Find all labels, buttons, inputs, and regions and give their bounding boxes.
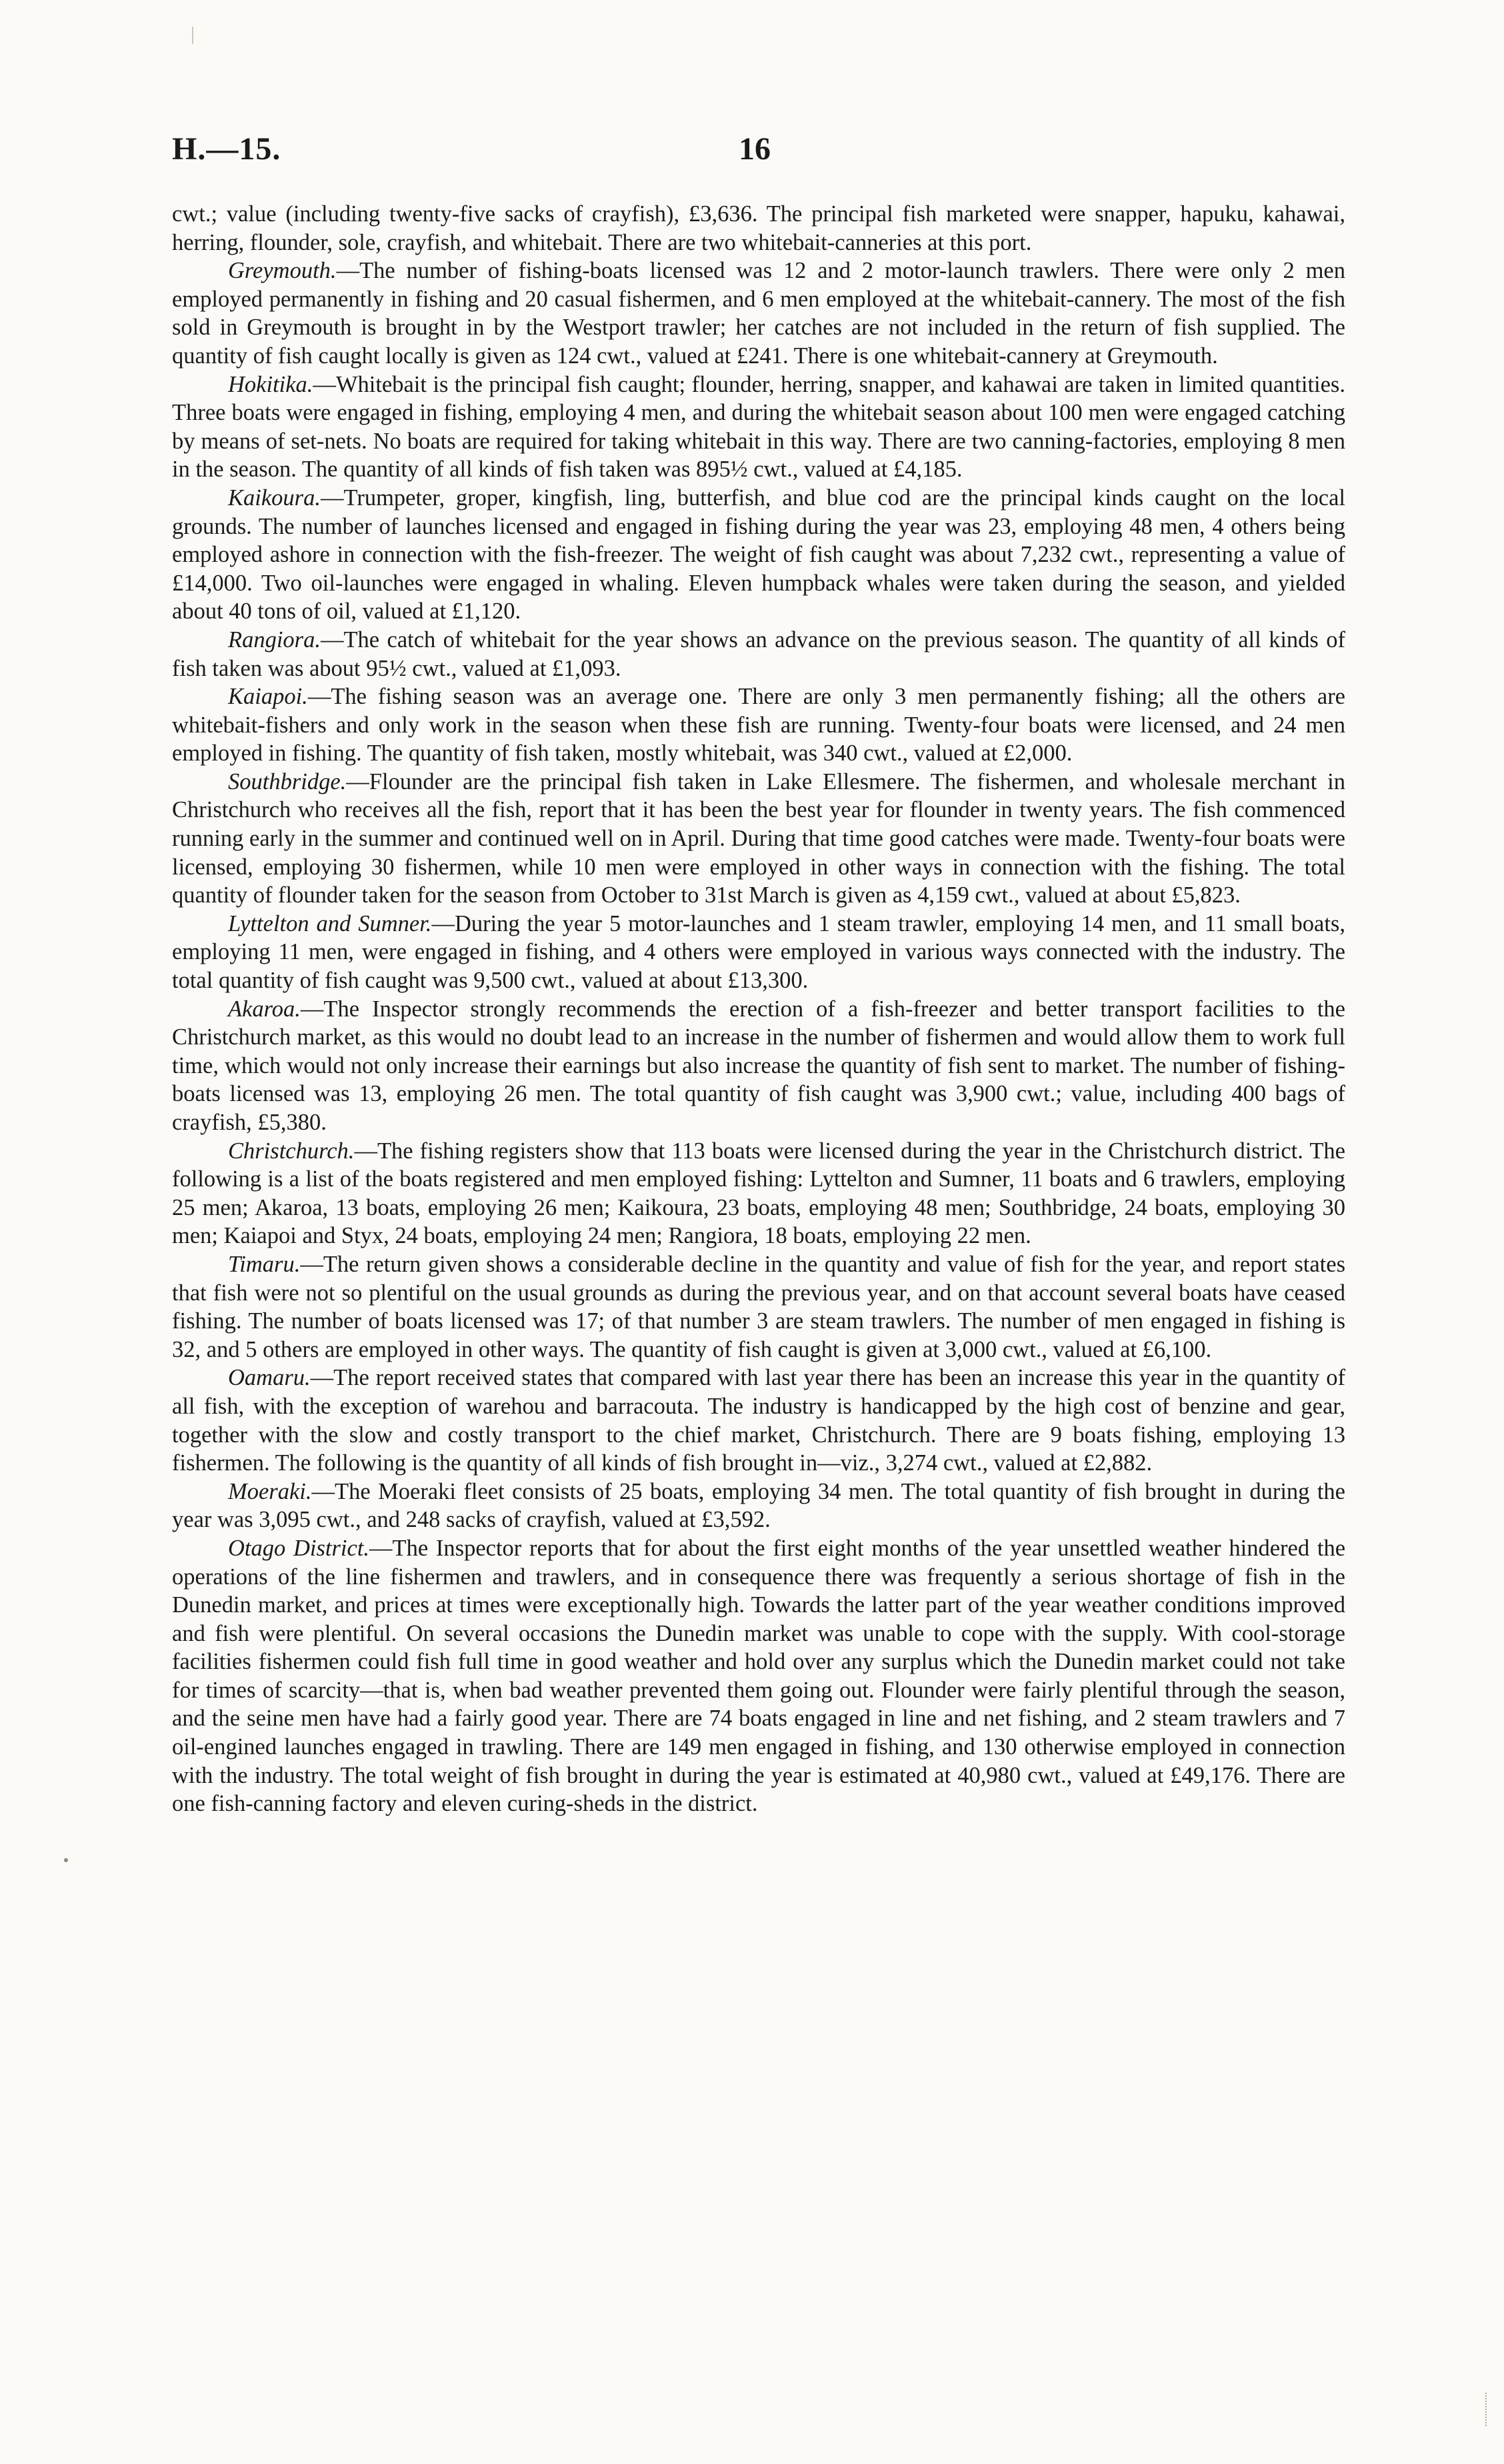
place-heading: Oamaru. [228,1365,311,1391]
scan-edge-mark [1485,2393,1489,2426]
paragraph-text: —The Inspector reports that for about the first eight months of the year unsettled weather hindered the operations of the line fishermen and trawlers, and in consequence there was frequently a serious shortage of fish in the Dunedin market, and prices at times were exceptionally high. Towards the latter part of the year weather conditions improved and fish were plentiful. On several occasions the Dunedin market was unable to cope with the supply. With cool-storage facilities fishermen could fish full time in good weather and hold over any surplus which the Dunedin market could not take for times of scarcity—that is, when bad weather prevented them going out. Flounder were fairly plentiful through the season, and the seine men have had a fairly good year. There are 74 boats engaged in line and net fishing, and 2 steam trawlers and 7 oil-engined launches engaged in trawling. There are 149 men engaged in fishing, and 130 otherwise employed in connection with the industry. The total weight of fish brought in during the year is estimated at 40,980 cwt., valued at £49,176. There are one fish-canning factory and eleven curing-sheds in the district. [172,1535,1346,1817]
paragraph-text: —During the year 5 motor-launches and 1 steam trawler, employing 14 men, and 11 small boats, employing 11 men, were engaged in fishing, and 4 others were employed in various ways connected with the industry. The total quantity of fish caught was 9,500 cwt., valued at about £13,300. [172,910,1345,994]
paragraph-lyttelton-sumner [172,910,1345,995]
paragraph-text: —The number of fishing-boats licensed was 12 and 2 motor-launch trawlers. There were only 2 men employed permanently in fishing and 20 casual fishermen, and 6 men employed at the whitebait-cannery. The most of the fish sold in Greymouth is brought in by the Westport trawler; her catches are not included in the return of fish supplied. The quantity of fish caught locally is given as 124 cwt., valued at £241. There is one whitebait-cannery at Greymouth. [172,258,1345,369]
paragraph-otago-district [172,1534,1345,1818]
paragraph-text: —Whitebait is the principal fish caught; flounder, herring, snapper, and kahawai are taken in limited quantities. Three boats were engaged in fishing, employing 4 men, and during the whitebait season about 100 men were engaged catching by means of set-nets. No boats are required for taking whitebait in this way. There are two canning-factories, employing 8 men in the season. The quantity of all kinds of fish taken was 895½ cwt., valued at £4,185. [172,371,1345,483]
place-heading: Lyttelton and Sumner. [228,910,432,936]
paragraph-greymouth [172,257,1345,370]
paragraph-text: —The Inspector strongly recommends the erection of a fish-freezer and better transport facilities to the Christchurch market, as this would no doubt lead to an increase in the number of fishermen and would allow them to work full time, which would not only increase their earnings but also increase the quantity of fish sent to market. The number of fishing-boats licensed was 13, employing 26 men. The total quantity of fish caught was 3,900 cwt.; value, including 400 bags of crayfish, £5,380. [172,996,1345,1135]
page-number: 16 [739,131,771,167]
paragraph-kaikoura [172,484,1345,626]
report-body [172,200,1345,1818]
place-heading: Kaiapoi. [228,684,308,710]
place-heading: Greymouth. [228,258,337,284]
paragraph-moeraki [172,1478,1345,1534]
place-heading: Kaikoura. [228,485,321,511]
paragraph-text: —Trumpeter, groper, kingfish, ling, butterfish, and blue cod are the principal kinds caught on the local grounds. The number of launches licensed and engaged in fishing during the year was 23, employing 48 men, 4 others being employed ashore in connection with the fish-freezer. The weight of fish caught was about 7,232 cwt., representing a value of £14,000. Two oil-launches were engaged in whaling. Eleven humpback whales were taken during the season, and yielded about 40 tons of oil, valued at £1,120. [172,485,1345,624]
place-heading: Akaroa. [228,996,301,1022]
paragraph-oamaru [172,1364,1345,1477]
paragraph-text: —The Moeraki fleet consists of 25 boats, employing 34 men. The total quantity of fish brought in during the year was 3,095 cwt., and 248 sacks of crayfish, valued at £3,592. [172,1478,1345,1533]
paragraph-text: —The return given shows a considerable decline in the quantity and value of fish for the year, and report states that fish were not so plentiful on the usual grounds as during the previous year, and on that account several boats have ceased fishing. The number of boats licensed was 17; of that number 3 are steam trawlers. The number of men engaged in fishing is 32, and 5 others are employed in other ways. The quantity of fish caught is given at 3,000 cwt., valued at £6,100. [172,1251,1345,1362]
paragraph-southbridge [172,768,1345,910]
scan-mark [192,27,193,44]
paragraph-text: —The report received states that compared with last year there has been an increase this year in the quantity of all fish, with the exception of warehou and barracouta. The industry is handicapped by the high cost of benzine and gear, together with the slow and costly transport to the chief market, Christchurch. There are 9 boats fishing, employing 13 fishermen. The following is the quantity of all kinds of fish brought in—viz., 3,274 cwt., valued at £2,882. [172,1365,1345,1476]
paragraph-christchurch [172,1137,1345,1250]
paragraph-kaiapoi [172,682,1345,768]
place-heading: Moeraki. [228,1478,312,1504]
place-heading: Timaru. [228,1251,301,1277]
place-heading: Southbridge. [228,768,347,794]
paragraph-akaroa [172,995,1345,1137]
paragraph-continuation [172,200,1345,257]
page-header [172,131,1345,177]
paragraph-text: —The fishing season was an average one. There are only 3 men permanently fishing; all the others are whitebait-fishers and only work in the season when these fish are running. Twenty-four boats were licensed, and 24 men employed in fishing. The quantity of fish taken, mostly whitebait, was 340 cwt., valued at £2,000. [172,684,1345,766]
paragraph-text: cwt.; value (including twenty-five sacks of crayfish), £3,636. The principal fish marketed were snapper, hapuku, kahawai, herring, flounder, sole, crayfish, and whitebait. There are two whitebait-canneries at this port. [172,201,1345,255]
scan-dot [64,1858,68,1862]
document-reference: H.—15. [172,131,281,167]
paragraph-text: —The catch of whitebait for the year shows an advance on the previous season. The quantity of all kinds of fish taken was about 95½ cwt., valued at £1,093. [172,626,1345,681]
place-heading: Christchurch. [228,1138,355,1164]
paragraph-timaru [172,1250,1345,1364]
paragraph-text: —The fishing registers show that 113 boats were licensed during the year in the Christchurch district. The following is a list of the boats registered and men employed fishing: Lyttelton and Sumner, 11 boats and 6 trawlers, employing 25 men; Akaroa, 13 boats, employing 26 men; Kaikoura, 23 boats, employing 48 men; Southbridge, 24 boats, employing 30 men; Kaiapoi and Styx, 24 boats, employing 24 men; Rangiora, 18 boats, employing 22 men. [172,1138,1345,1249]
paragraph-rangiora [172,626,1345,682]
place-heading: Rangiora. [228,626,321,652]
paragraph-text: —Flounder are the principal fish taken in Lake Ellesmere. The fishermen, and wholesale merchant in Christchurch who receives all the fish, report that it has been the best year for flounder in twenty years. The fish commenced running early in the summer and continued well on in April. During that time good catches were made. Twenty-four boats were licensed, employing 30 fishermen, while 10 men were employed in other ways in connection with the fishing. The total quantity of flounder taken for the season from October to 31st March is given as 4,159 cwt., valued at about £5,823. [172,768,1345,908]
paragraph-hokitika [172,371,1345,484]
place-heading: Otago District. [228,1535,370,1561]
place-heading: Hokitika. [228,371,313,397]
